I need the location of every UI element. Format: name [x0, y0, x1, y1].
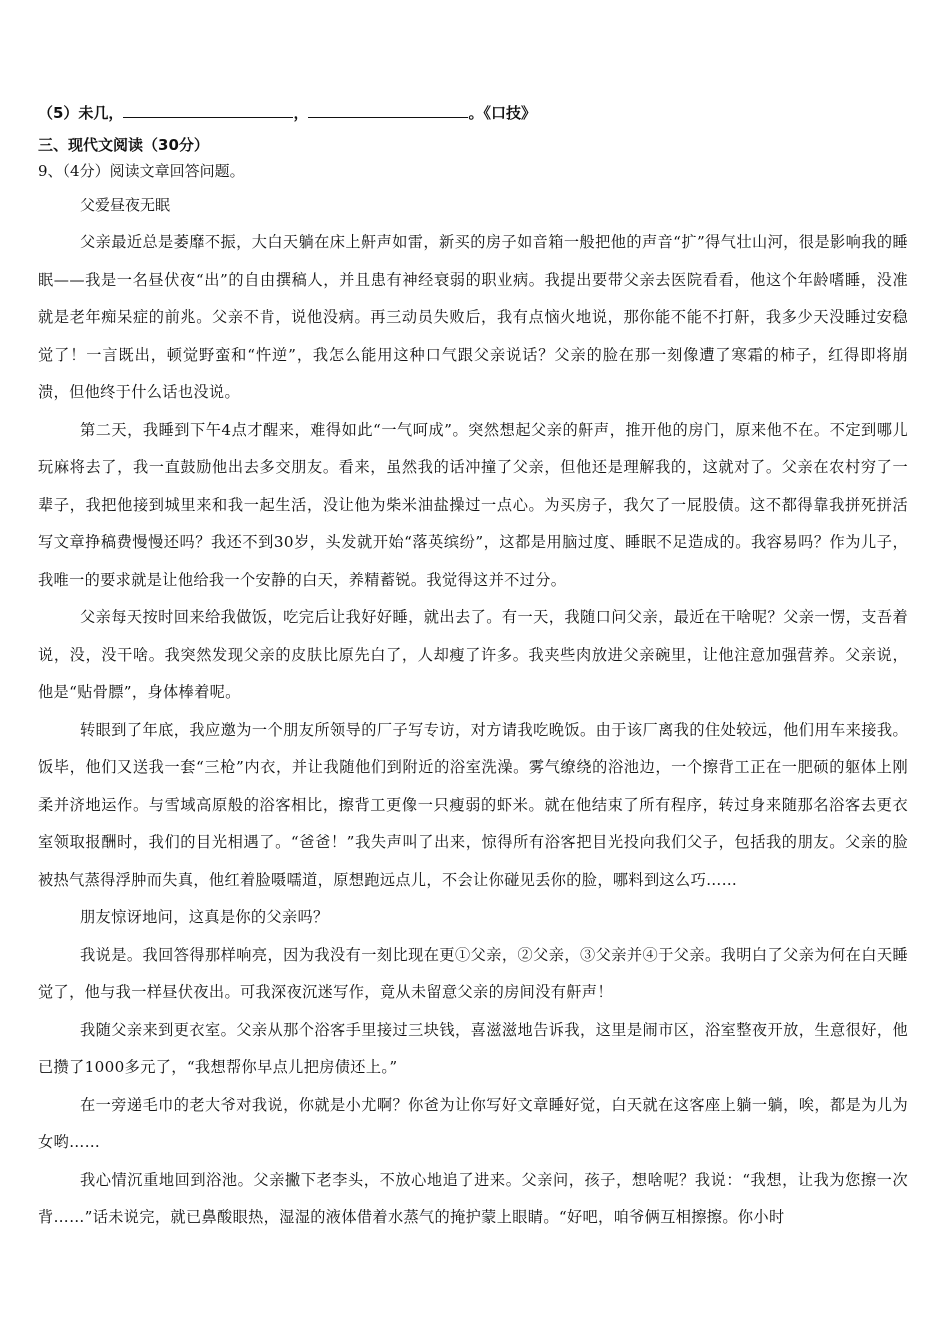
question-9-prompt: 9、（4分）阅读文章回答问题。: [38, 162, 245, 180]
article-paragraph: 转眼到了年底，我应邀为一个朋友所领导的厂子写专访，对方请我吃晚饭。由于该厂离我的住处较远，他们用车来接我。饭毕，他们又送我一套“三枪”内衣，并让我随他们到附近的浴室洗澡。雾气缭绕的浴池边，一个擦背工正在一肥硕的躯体上刚柔并济地运作。与雪域高原般的浴客相比，擦背工更像一只瘦弱的虾米。就在他结束了所有程序，转过身来随那名浴客去更衣室领取报酬时，我们的目光相遇了。“爸爸！”我失声叫了出来，惊得所有浴客把目光投向我们父子，包括我的朋友。父亲的脸被热气蒸得浮肿而失真，他红着脸嗫嚅道，原想跑远点儿，不会让你碰见丢你的脸，哪料到这么巧……: [38, 720, 908, 889]
q5-prefix: （5）未几，: [38, 104, 124, 122]
question-5-fill-blank: [38, 100, 536, 125]
article-paragraph: 我心情沉重地回到浴池。父亲撇下老李头，不放心地追了进来。父亲问，孩子，想啥呢？我说：“我想，让我为您擦一次背……”话未说完，就已鼻酸眼热，湿湿的液体借着水蒸气的掩护蒙上眼睛。“好吧，咱爷俩互相擦擦。你小时: [38, 1170, 908, 1226]
answer-blank-2[interactable]: [308, 100, 468, 118]
q5-separator: ，: [293, 104, 309, 122]
article: [38, 190, 908, 1237]
q5-suffix: 。《口技》: [468, 104, 536, 122]
article-paragraph: 在一旁递毛巾的老大爷对我说，你就是小尤啊？你爸为让你写好文章睡好觉，白天就在这客座上躺一躺，唉，都是为儿为女哟……: [38, 1095, 908, 1151]
article-paragraph: 父亲最近总是萎靡不振，大白天躺在床上鼾声如雷，新买的房子如音箱一般把他的声音“扩”得气壮山河，很是影响我的睡眠——我是一名昼伏夜“出”的自由撰稿人，并且患有神经衰弱的职业病。我提出要带父亲去医院看看，他这个年龄嗜睡，没准就是老年痴呆症的前兆。父亲不肯，说他没病。再三动员失败后，我有点恼火地说，那你能不能不打鼾，我多少天没睡过安稳觉了！一言既出，顿觉野蛮和“忤逆”，我怎么能用这种口气跟父亲说话？父亲的脸在那一刻像遭了寒霜的柿子，红得即将崩溃，但他终于什么话也没说。: [38, 233, 908, 401]
article-paragraph: 朋友惊讶地问，这真是你的父亲吗？: [80, 908, 329, 926]
answer-blank-1[interactable]: [123, 100, 293, 118]
article-title: 父爱昼夜无眠: [80, 196, 171, 214]
article-paragraph: 我说是。我回答得那样响亮，因为我没有一刻比现在更①父亲，②父亲，③父亲并④于父亲。我明白了父亲为何在白天睡觉了，他与我一样昼伏夜出。可我深夜沉迷写作，竟从未留意父亲的房间没有鼾声！: [38, 945, 908, 1001]
article-paragraph: 父亲每天按时回来给我做饭，吃完后让我好好睡，就出去了。有一天，我随口问父亲，最近在干啥呢？父亲一愣，支吾着说，没，没干啥。我突然发现父亲的皮肤比原先白了，人却瘦了许多。我夹些肉放进父亲碗里，让他注意加强营养。父亲说，他是“贴骨膘”，身体棒着呢。: [38, 608, 908, 701]
article-paragraph: 我随父亲来到更衣室。父亲从那个浴客手里接过三块钱，喜滋滋地告诉我，这里是闹市区，浴室整夜开放，生意很好，他已攒了1000多元了，“我想帮你早点儿把房债还上。”: [38, 1020, 908, 1076]
section-heading-modern-reading: 三、现代文阅读（30分）: [38, 136, 209, 154]
article-paragraph: 第二天，我睡到下午4点才醒来，难得如此“一气呵成”。突然想起父亲的鼾声，推开他的房门，原来他不在。不定到哪儿玩麻将去了，我一直鼓励他出去多交朋友。看来，虽然我的话冲撞了父亲，但他还是理解我的，这就对了。父亲在农村穷了一辈子，我把他接到城里来和我一起生活，没让他为柴米油盐操过一点心。为买房子，我欠了一屁股债。这不都得靠我拼死拼活写文章挣稿费慢慢还吗？我还不到30岁，头发就开始“落英缤纷”，这都是用脑过度、睡眠不足造成的。我容易吗？作为儿子，我唯一的要求就是让他给我一个安静的白天，养精蓄锐。我觉得这并不过分。: [38, 420, 908, 589]
